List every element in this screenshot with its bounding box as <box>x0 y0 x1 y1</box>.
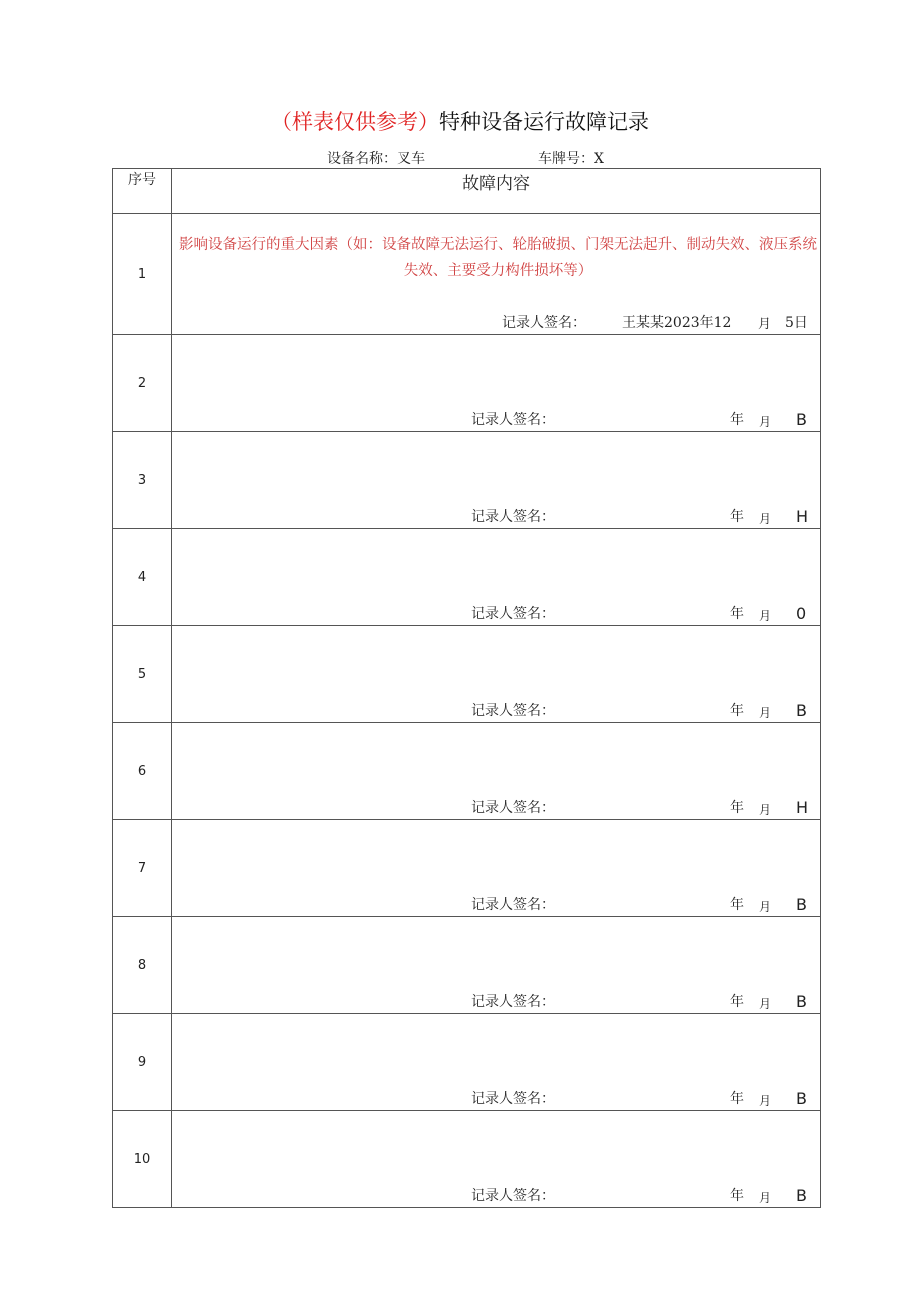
day-label: B <box>796 410 807 429</box>
table-row <box>113 1111 821 1208</box>
signature-line <box>172 700 820 720</box>
table-body <box>113 335 821 1208</box>
signature-label: 记录人签名： <box>471 509 555 525</box>
row-index: 10 <box>113 1111 172 1208</box>
month-label: 月 <box>759 1094 772 1108</box>
signature-line <box>172 797 820 817</box>
signature-label: 记录人签名： <box>471 606 555 622</box>
row-index: 1 <box>113 214 172 335</box>
day-label: 0 <box>796 604 807 623</box>
signature-line <box>172 603 820 623</box>
signature-label: 记录人签名： <box>502 315 586 331</box>
plate-number: 车牌号：X <box>538 151 604 167</box>
title-main: 特种设备运行故障记录 <box>439 110 649 134</box>
table-row <box>113 335 821 432</box>
year-label: 年 <box>730 1091 744 1107</box>
fault-content-cell[interactable] <box>172 335 821 432</box>
fault-description: 影响设备运行的重大因素（如：设备故障无法运行、轮胎破损、门架无法起升、制动失效、液压系统失效、主要受力构件损坏等） <box>179 237 817 279</box>
day-label: H <box>796 798 809 817</box>
table-row <box>113 432 821 529</box>
signature-label: 记录人签名： <box>471 703 555 719</box>
year-label: 年 <box>730 800 744 816</box>
month-label: 月 <box>759 900 772 914</box>
table-header-row <box>113 169 821 214</box>
signature-line <box>172 1088 820 1108</box>
signature-label: 记录人签名： <box>471 994 555 1010</box>
year-label: 年 <box>730 509 744 525</box>
row-index: 7 <box>113 820 172 917</box>
row-index: 5 <box>113 626 172 723</box>
signature-label: 记录人签名： <box>471 412 555 428</box>
fault-content-cell[interactable] <box>172 1111 821 1208</box>
row-index: 9 <box>113 1014 172 1111</box>
header-content: 故障内容 <box>172 169 821 214</box>
month-label: 月 <box>758 317 772 332</box>
row-index: 6 <box>113 723 172 820</box>
day-label: B <box>796 992 807 1011</box>
month-label: 月 <box>759 609 772 623</box>
signature-label: 记录人签名： <box>471 800 555 816</box>
day-label: B <box>796 701 807 720</box>
table-row <box>113 214 821 335</box>
signature-label: 记录人签名： <box>471 1091 555 1107</box>
fault-content-cell[interactable] <box>172 723 821 820</box>
title-sample-note: （样表仅供参考） <box>271 110 439 134</box>
fault-content-cell[interactable] <box>172 820 821 917</box>
day-label: H <box>796 507 809 526</box>
year-label: 年 <box>730 606 744 622</box>
fault-content-cell[interactable] <box>172 626 821 723</box>
row-index: 8 <box>113 917 172 1014</box>
year-label: 年 <box>730 897 744 913</box>
table-row <box>113 820 821 917</box>
signature-label: 记录人签名： <box>471 897 555 913</box>
table-row <box>113 723 821 820</box>
month-label: 月 <box>759 803 772 817</box>
signer-and-date: 王某某2023年12 <box>622 315 732 331</box>
day-label: B <box>796 1186 807 1205</box>
month-label: 月 <box>759 706 772 720</box>
fault-content-cell[interactable] <box>172 432 821 529</box>
day-value: 5日 <box>785 315 808 331</box>
signature-line <box>172 894 820 914</box>
year-label: 年 <box>730 703 744 719</box>
fault-content-cell[interactable] <box>172 529 821 626</box>
row-index: 4 <box>113 529 172 626</box>
day-label: B <box>796 1089 807 1108</box>
table-row <box>113 917 821 1014</box>
fault-log-table <box>112 168 821 1208</box>
month-label: 月 <box>759 997 772 1011</box>
page-title <box>0 106 920 136</box>
fault-content-cell[interactable] <box>172 1014 821 1111</box>
signature-line <box>172 409 820 429</box>
header-index: 序号 <box>113 169 172 214</box>
fault-content-cell[interactable] <box>172 917 821 1014</box>
fault-content-cell[interactable] <box>172 214 821 335</box>
signature-line <box>172 506 820 526</box>
signature-label: 记录人签名： <box>471 1188 555 1204</box>
month-label: 月 <box>759 1191 772 1205</box>
row-index: 2 <box>113 335 172 432</box>
table-row <box>113 626 821 723</box>
equipment-name: 设备名称：叉车 <box>327 151 425 167</box>
signature-line <box>172 312 820 332</box>
year-label: 年 <box>730 412 744 428</box>
table-row <box>113 1014 821 1111</box>
table-row <box>113 529 821 626</box>
month-label: 月 <box>759 415 772 429</box>
row-index: 3 <box>113 432 172 529</box>
signature-line <box>172 991 820 1011</box>
signature-line <box>172 1185 820 1205</box>
year-label: 年 <box>730 1188 744 1204</box>
month-label: 月 <box>759 512 772 526</box>
day-label: B <box>796 895 807 914</box>
year-label: 年 <box>730 994 744 1010</box>
